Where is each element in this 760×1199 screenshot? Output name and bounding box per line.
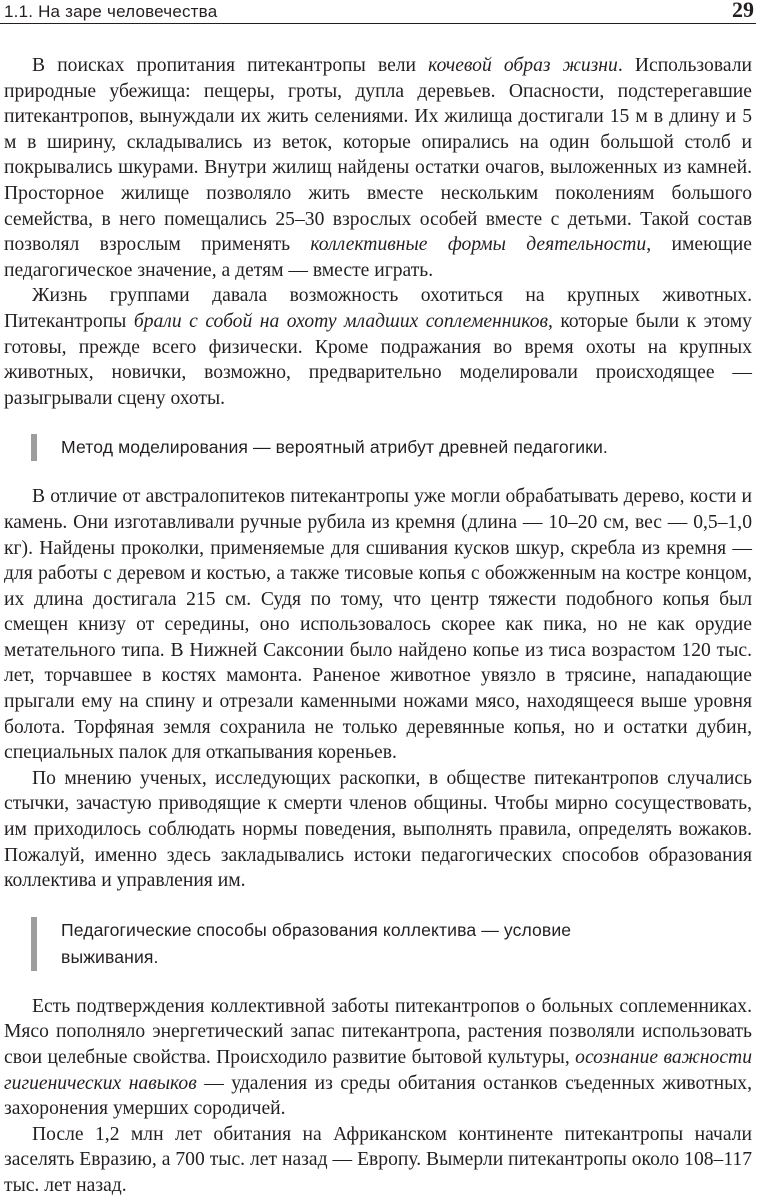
paragraph-text: По мнению ученых, исследующих раскопки, в обществе питекантропов случались стычки, зачастую приводящие к смерти членов общины. Чтобы мирно сосуществовать, им приходилось соблюдать нормы поведения, выполнять правила, определять вожаков. Пожалуй, именно здесь закладывались истоки педагогических способов образования коллектива и управления им. [4,767,752,892]
paragraph-text: — удаления из среды обитания останков съеденных животных, захоронения умерших сородичей. [4,1072,753,1120]
paragraph [4,994,752,1122]
paragraph [4,283,752,411]
header-rule [0,23,756,24]
emphasis-text: кочевой образ жизни [428,55,618,76]
paragraph-text: , имеющие педагогическое значение, а детям — вместе играть. [4,234,752,281]
paragraph [4,53,752,283]
callout-box [31,917,752,971]
paragraph-text: Есть подтверждения коллективной заботы питекантропов о больных соплеменниках. Мясо пополняло энергетический запас питекантропа, растения позволяли использовать свои целебные свойства. Происходило развитие бытовой культуры, [4,995,752,1068]
paragraph-text: В отличие от австралопитеков питекантропы уже могли обрабатывать дерево, кости и камень. Они изготавливали ручные рубила из кремня (длина — 10–20 см, вес — 0,5–1,0 кг). Найдены проколки, применяемые для сшивания кусков шкур, скребла из кремня — для работы с деревом и костью, а также тисовые копья с обожженным на костре концом, их длина достигала 215 см. Судя по тому, что центр тяжести подобного копья был смещен книзу от середины, оно использовалось скорее как пика, но не как орудие метательного типа. В Нижней Саксонии было найдено копье из тиса возрастом 120 тыс. лет, торчавшее в костях мамонта. Раненое животное увязло в трясине, нападающие прыгали ему на спину и отрезали каменными ножами мясо, находящееся выше уровня болота. Торфяная земля сохранила не только деревянные копья, но и остатки дубин, специальных палок для откапывания кореньев. [4,486,752,764]
paragraph-text: . Использовали природные убежища: пещеры, гроты, дупла деревьев. Опасности, подстерегавшие питекантропов, вынуждали их жить селениями. Их жилища достигали 15 м в длину и 5 м в ширину, складывались из веток, которые опирались на один большой столб и покрывались шкурами. Внутри жилищ найдены остатки очагов, выложенных из камней. Просторное жилище позволяло жить вместе нескольким поколениям большого семейства, в него помещались 25–30 взрослых особей вместе с детьми. Такой состав позволял взрослым применять [4,55,752,256]
emphasis-text: осознание важности гигиенических навыков [4,1047,752,1094]
section-title: 1.1. На заре человечества [4,2,218,21]
paragraph [4,484,752,766]
paragraph-text: После 1,2 млн лет обитания на Африканском континенте питекантропы начали заселять Евразию, а 700 тыс. лет назад — Европу. Вымерли питекантропы около 108–117 тыс. лет назад. [4,1123,752,1196]
paragraph-text: Жизнь группами давала возможность охотиться на крупных животных. Питекантропы [4,285,752,332]
paragraph-text: , которые были к этому готовы, прежде всего физически. Кроме подражания во время охоты на крупных животных, новички, возможно, предварительно моделировали происходящее — разыгрывали сцену охоты. [4,310,752,409]
callout-text-line: выживания. [61,946,159,967]
paragraph [4,1122,752,1199]
paragraph [4,766,752,894]
callout-text-line: Педагогические способы образования коллектива — условие [61,919,572,940]
paragraph-text: В поисках пропитания питекантропы вели [32,55,429,76]
page-body [4,53,752,1199]
callout-box [31,434,752,461]
emphasis-text: коллективные формы деятельности [310,234,647,256]
callout-text: Метод моделирования — вероятный атрибут древней педагогики. [61,437,608,458]
running-header [0,0,760,28]
page-number: 29 [732,0,754,22]
emphasis-text: брали с собой на охоту младших соплеменников [133,310,549,332]
